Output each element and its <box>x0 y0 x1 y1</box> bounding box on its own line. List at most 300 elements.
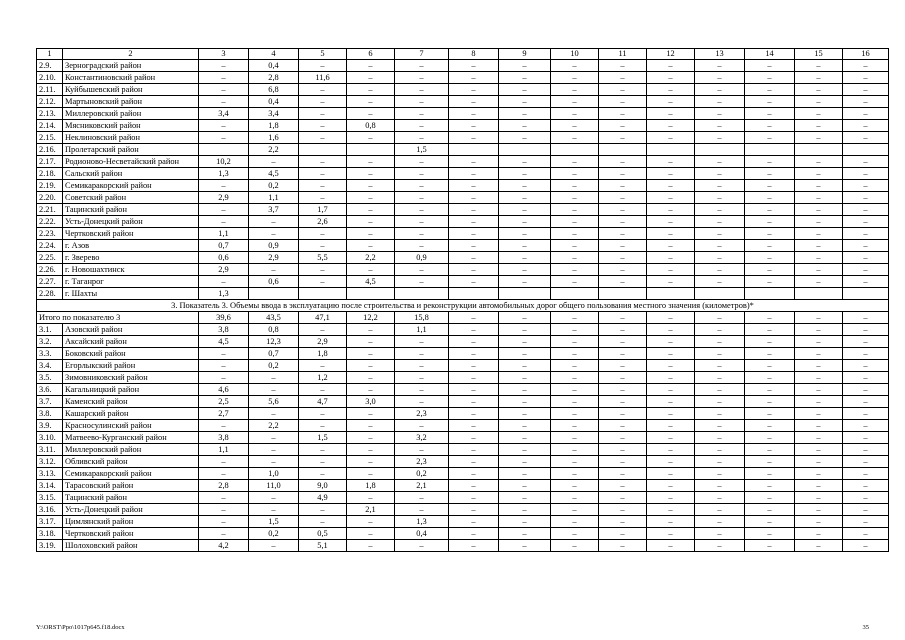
table-cell: 3,8 <box>199 432 249 444</box>
table-cell: – <box>551 528 599 540</box>
table-cell: – <box>299 108 347 120</box>
table-cell: – <box>745 312 795 324</box>
table-cell: 2,2 <box>249 144 299 156</box>
table-cell: – <box>843 216 889 228</box>
table-cell: – <box>347 60 395 72</box>
table-cell: – <box>551 408 599 420</box>
table-cell: – <box>395 168 449 180</box>
table-cell: – <box>199 528 249 540</box>
table-cell: – <box>499 252 551 264</box>
table-cell: – <box>347 108 395 120</box>
district-name: Мартыновский район <box>63 96 199 108</box>
table-cell: – <box>449 408 499 420</box>
table-cell: – <box>395 72 449 84</box>
table-cell: – <box>647 516 695 528</box>
table-cell: – <box>395 108 449 120</box>
table-cell: – <box>249 540 299 552</box>
table-row <box>37 168 889 180</box>
table-cell: – <box>745 96 795 108</box>
table-cell: – <box>795 360 843 372</box>
table-cell: – <box>843 192 889 204</box>
table-cell: – <box>695 132 745 144</box>
table-cell: 2,9 <box>299 336 347 348</box>
table-cell: – <box>647 216 695 228</box>
table-cell: – <box>299 408 347 420</box>
table-row <box>37 540 889 552</box>
table-cell: – <box>695 372 745 384</box>
table-cell: 2,3 <box>395 408 449 420</box>
table-cell: – <box>347 516 395 528</box>
table-cell: – <box>499 468 551 480</box>
table-row <box>37 192 889 204</box>
table-cell: – <box>395 276 449 288</box>
table-cell: – <box>843 312 889 324</box>
table-cell: 0,2 <box>249 528 299 540</box>
table-cell: – <box>695 480 745 492</box>
table-cell: – <box>695 264 745 276</box>
table-cell: – <box>795 120 843 132</box>
table-cell: – <box>843 432 889 444</box>
table-cell: – <box>843 204 889 216</box>
table-cell: – <box>695 228 745 240</box>
table-cell: – <box>647 372 695 384</box>
table-cell: – <box>347 336 395 348</box>
district-name: Родионово-Несветайский район <box>63 156 199 168</box>
table-cell: – <box>199 72 249 84</box>
table-cell: – <box>347 240 395 252</box>
table-cell: – <box>347 168 395 180</box>
table-cell: 1,1 <box>395 324 449 336</box>
table-cell: – <box>599 444 647 456</box>
table-cell: – <box>843 252 889 264</box>
table-cell: – <box>647 204 695 216</box>
table-cell: 3,8 <box>199 324 249 336</box>
table-cell: – <box>299 132 347 144</box>
table-cell: – <box>449 132 499 144</box>
table-cell: – <box>395 180 449 192</box>
table-cell: – <box>695 156 745 168</box>
table-cell: – <box>795 312 843 324</box>
table-cell: 3,7 <box>249 204 299 216</box>
table-cell: – <box>347 384 395 396</box>
table-cell: – <box>745 408 795 420</box>
table-cell: – <box>499 264 551 276</box>
table-cell: – <box>795 408 843 420</box>
district-name: г. Новошахтинск <box>63 264 199 276</box>
table-cell: – <box>347 228 395 240</box>
table-cell: – <box>695 468 745 480</box>
table-row <box>37 288 889 300</box>
table-cell: – <box>795 240 843 252</box>
column-header: 16 <box>843 49 889 60</box>
district-name: Миллеровский район <box>63 444 199 456</box>
table-cell: 0,6 <box>199 252 249 264</box>
table-row <box>37 264 889 276</box>
table-cell: 2,8 <box>249 72 299 84</box>
table-cell: 0,6 <box>249 276 299 288</box>
table-cell: 2,1 <box>347 504 395 516</box>
table-cell: – <box>745 180 795 192</box>
table-cell: – <box>499 228 551 240</box>
table-cell: 15,8 <box>395 312 449 324</box>
table-cell: – <box>647 324 695 336</box>
table-cell: – <box>599 372 647 384</box>
row-index: 2.26. <box>37 264 63 276</box>
table-cell: 43,5 <box>249 312 299 324</box>
table-cell: – <box>695 96 745 108</box>
table-cell: – <box>599 60 647 72</box>
table-cell: – <box>499 504 551 516</box>
table-cell: – <box>745 168 795 180</box>
table-cell: – <box>299 324 347 336</box>
table-row <box>37 360 889 372</box>
table-cell: – <box>647 492 695 504</box>
table-cell: – <box>695 312 745 324</box>
table-cell: – <box>599 312 647 324</box>
table-cell: – <box>843 168 889 180</box>
table-cell: – <box>449 192 499 204</box>
table-cell: 3,4 <box>199 108 249 120</box>
table-cell: – <box>449 216 499 228</box>
district-name: Кашарский район <box>63 408 199 420</box>
table-cell: – <box>795 432 843 444</box>
row-index: 2.24. <box>37 240 63 252</box>
row-index: 3.16. <box>37 504 63 516</box>
district-name: Обливский район <box>63 456 199 468</box>
table-cell: – <box>599 504 647 516</box>
table-cell: – <box>499 336 551 348</box>
table-cell: – <box>795 96 843 108</box>
table-cell: – <box>647 84 695 96</box>
table-cell: 1,8 <box>347 480 395 492</box>
table-cell <box>795 288 843 300</box>
table-cell: – <box>499 528 551 540</box>
table-cell: – <box>347 408 395 420</box>
table-cell: – <box>449 108 499 120</box>
table-cell: – <box>647 348 695 360</box>
table-cell: – <box>795 384 843 396</box>
table-cell: – <box>695 84 745 96</box>
row-index: 2.20. <box>37 192 63 204</box>
table-cell: 2,9 <box>199 192 249 204</box>
table-cell: – <box>647 192 695 204</box>
table-cell: – <box>647 72 695 84</box>
table-cell: – <box>745 252 795 264</box>
table-cell: – <box>745 528 795 540</box>
table-cell: – <box>299 516 347 528</box>
table-cell: – <box>695 252 745 264</box>
table-cell <box>551 144 599 156</box>
table-cell: – <box>395 132 449 144</box>
table-row <box>37 156 889 168</box>
table-cell: – <box>347 528 395 540</box>
district-name: Матвеево-Курганский район <box>63 432 199 444</box>
table-cell: – <box>551 180 599 192</box>
table-cell: – <box>745 216 795 228</box>
page-number: 35 <box>862 624 869 631</box>
table-cell <box>347 144 395 156</box>
table-cell: – <box>599 84 647 96</box>
table-cell: – <box>449 432 499 444</box>
table-cell: – <box>347 216 395 228</box>
table-cell: – <box>695 348 745 360</box>
table-cell: – <box>745 504 795 516</box>
table-cell: – <box>599 264 647 276</box>
table-cell: – <box>299 60 347 72</box>
table-row <box>37 228 889 240</box>
table-cell: – <box>551 264 599 276</box>
table-cell: – <box>499 396 551 408</box>
table-cell: – <box>499 480 551 492</box>
table-cell <box>843 144 889 156</box>
table-cell: – <box>695 384 745 396</box>
table-cell: – <box>599 96 647 108</box>
table-cell: – <box>199 504 249 516</box>
table-cell: – <box>695 396 745 408</box>
table-cell: – <box>499 456 551 468</box>
table-row <box>37 60 889 72</box>
table-cell: – <box>551 204 599 216</box>
table-cell: – <box>449 540 499 552</box>
table-cell: – <box>695 120 745 132</box>
table-cell: – <box>347 432 395 444</box>
row-index: 2.17. <box>37 156 63 168</box>
table-row <box>37 132 889 144</box>
table-cell: 4,7 <box>299 396 347 408</box>
table-cell: – <box>249 264 299 276</box>
table-cell <box>647 144 695 156</box>
table-cell: – <box>551 96 599 108</box>
table-cell: 1,8 <box>299 348 347 360</box>
table-cell: – <box>745 324 795 336</box>
table-cell: – <box>599 432 647 444</box>
table-cell: – <box>843 360 889 372</box>
table-cell: – <box>249 456 299 468</box>
table-cell: 5,5 <box>299 252 347 264</box>
table-cell: 2,9 <box>249 252 299 264</box>
table-cell: – <box>795 504 843 516</box>
table-cell: – <box>449 336 499 348</box>
row-index: 3.10. <box>37 432 63 444</box>
table-cell: – <box>599 516 647 528</box>
table-cell: – <box>795 228 843 240</box>
row-index: 3.12. <box>37 456 63 468</box>
table-cell: – <box>745 540 795 552</box>
table-cell: – <box>347 348 395 360</box>
table-cell: – <box>551 516 599 528</box>
table-row <box>37 252 889 264</box>
table-cell: – <box>499 180 551 192</box>
district-name: Семикаракорский район <box>63 180 199 192</box>
table-cell: – <box>249 216 299 228</box>
table-cell: – <box>551 228 599 240</box>
table-cell: – <box>499 96 551 108</box>
table-cell <box>647 288 695 300</box>
table-row <box>37 396 889 408</box>
table-cell: – <box>695 456 745 468</box>
table-cell: 1,2 <box>299 372 347 384</box>
district-name: Советский район <box>63 192 199 204</box>
table-cell: – <box>499 360 551 372</box>
table-cell: – <box>499 60 551 72</box>
table-row <box>37 372 889 384</box>
table-cell: – <box>449 396 499 408</box>
district-name: Пролетарский район <box>63 144 199 156</box>
table-cell: – <box>647 168 695 180</box>
table-cell: – <box>599 492 647 504</box>
table-cell: – <box>795 516 843 528</box>
table-cell: – <box>647 180 695 192</box>
table-cell: – <box>695 492 745 504</box>
row-index: 3.9. <box>37 420 63 432</box>
table-cell: – <box>647 264 695 276</box>
table-cell: – <box>695 504 745 516</box>
table-cell: – <box>449 240 499 252</box>
table-cell: 4,6 <box>199 384 249 396</box>
table-cell: – <box>299 168 347 180</box>
table-cell: – <box>745 372 795 384</box>
table-cell: – <box>299 384 347 396</box>
table-cell: – <box>347 360 395 372</box>
row-index: 2.27. <box>37 276 63 288</box>
table-cell: – <box>551 444 599 456</box>
table-cell: 1,8 <box>249 120 299 132</box>
table-row <box>37 504 889 516</box>
table-cell: – <box>551 384 599 396</box>
table-cell: – <box>199 420 249 432</box>
district-name: Боковский район <box>63 348 199 360</box>
row-index: 3.17. <box>37 516 63 528</box>
table-row <box>37 84 889 96</box>
table-row <box>37 120 889 132</box>
table-row <box>37 420 889 432</box>
table-cell <box>499 288 551 300</box>
table-cell: – <box>499 408 551 420</box>
table-cell: 0,9 <box>249 240 299 252</box>
table-cell: 0,2 <box>395 468 449 480</box>
table-cell: 0,2 <box>249 180 299 192</box>
table-cell: – <box>695 60 745 72</box>
table-cell: 10,2 <box>199 156 249 168</box>
district-name: Мясниковский район <box>63 120 199 132</box>
table-cell: – <box>551 72 599 84</box>
table-cell: – <box>347 444 395 456</box>
table-cell <box>795 144 843 156</box>
table-cell: – <box>647 60 695 72</box>
table-cell: – <box>795 444 843 456</box>
table-cell: – <box>599 480 647 492</box>
table-cell: – <box>599 396 647 408</box>
table-cell: – <box>449 96 499 108</box>
table-cell: – <box>499 84 551 96</box>
table-cell: 2,2 <box>347 252 395 264</box>
table-cell: 0,9 <box>395 252 449 264</box>
table-cell: – <box>599 540 647 552</box>
district-name: Чертковский район <box>63 228 199 240</box>
table-cell: – <box>843 264 889 276</box>
table-cell <box>395 288 449 300</box>
row-index: 3.6. <box>37 384 63 396</box>
table-cell: – <box>843 120 889 132</box>
row-index: 2.13. <box>37 108 63 120</box>
table-cell: – <box>551 60 599 72</box>
table-cell: – <box>347 96 395 108</box>
district-name: Миллеровский район <box>63 108 199 120</box>
table-cell: – <box>347 492 395 504</box>
district-name: Усть-Донецкий район <box>63 504 199 516</box>
table-cell: 1,1 <box>199 228 249 240</box>
table-cell: 2,8 <box>199 480 249 492</box>
table-cell: – <box>199 204 249 216</box>
table-row <box>37 432 889 444</box>
table-cell: – <box>199 492 249 504</box>
table-cell: – <box>499 204 551 216</box>
table-cell: – <box>695 540 745 552</box>
table-cell: – <box>695 72 745 84</box>
table-cell: – <box>449 72 499 84</box>
table-cell: – <box>299 456 347 468</box>
table-cell: – <box>745 444 795 456</box>
row-index: 3.1. <box>37 324 63 336</box>
table-cell: – <box>499 324 551 336</box>
table-cell: – <box>199 84 249 96</box>
table-cell: – <box>599 228 647 240</box>
table-cell: – <box>395 156 449 168</box>
table-cell: – <box>551 312 599 324</box>
table-row <box>37 468 889 480</box>
row-index: 3.15. <box>37 492 63 504</box>
table-cell: – <box>551 468 599 480</box>
column-header: 6 <box>347 49 395 60</box>
table-cell: – <box>695 240 745 252</box>
table-cell: – <box>551 252 599 264</box>
table-cell: 3,4 <box>249 108 299 120</box>
table-cell: – <box>449 456 499 468</box>
row-index: 2.15. <box>37 132 63 144</box>
table-cell: – <box>395 540 449 552</box>
table-cell: – <box>395 492 449 504</box>
table-cell: – <box>199 132 249 144</box>
table-cell: 4,9 <box>299 492 347 504</box>
table-cell: 9,0 <box>299 480 347 492</box>
table-cell: – <box>843 348 889 360</box>
table-cell <box>499 144 551 156</box>
table-cell: – <box>499 444 551 456</box>
table-cell: – <box>843 384 889 396</box>
table-cell: – <box>647 504 695 516</box>
table-cell: – <box>347 420 395 432</box>
row-index: 3.8. <box>37 408 63 420</box>
district-name: Тацинский район <box>63 204 199 216</box>
table-cell: – <box>449 492 499 504</box>
table-cell: – <box>199 96 249 108</box>
table-cell: 11,6 <box>299 72 347 84</box>
table-cell: 4,5 <box>249 168 299 180</box>
table-cell: – <box>745 240 795 252</box>
row-index: 3.3. <box>37 348 63 360</box>
table-cell: – <box>795 540 843 552</box>
table-cell: – <box>499 384 551 396</box>
table-cell: – <box>499 540 551 552</box>
table-cell: – <box>843 108 889 120</box>
table-cell: – <box>599 468 647 480</box>
table-cell: – <box>599 204 647 216</box>
table-cell: – <box>449 264 499 276</box>
table-cell: – <box>843 72 889 84</box>
table-cell: – <box>647 276 695 288</box>
table-cell: – <box>449 120 499 132</box>
table-cell: – <box>599 216 647 228</box>
